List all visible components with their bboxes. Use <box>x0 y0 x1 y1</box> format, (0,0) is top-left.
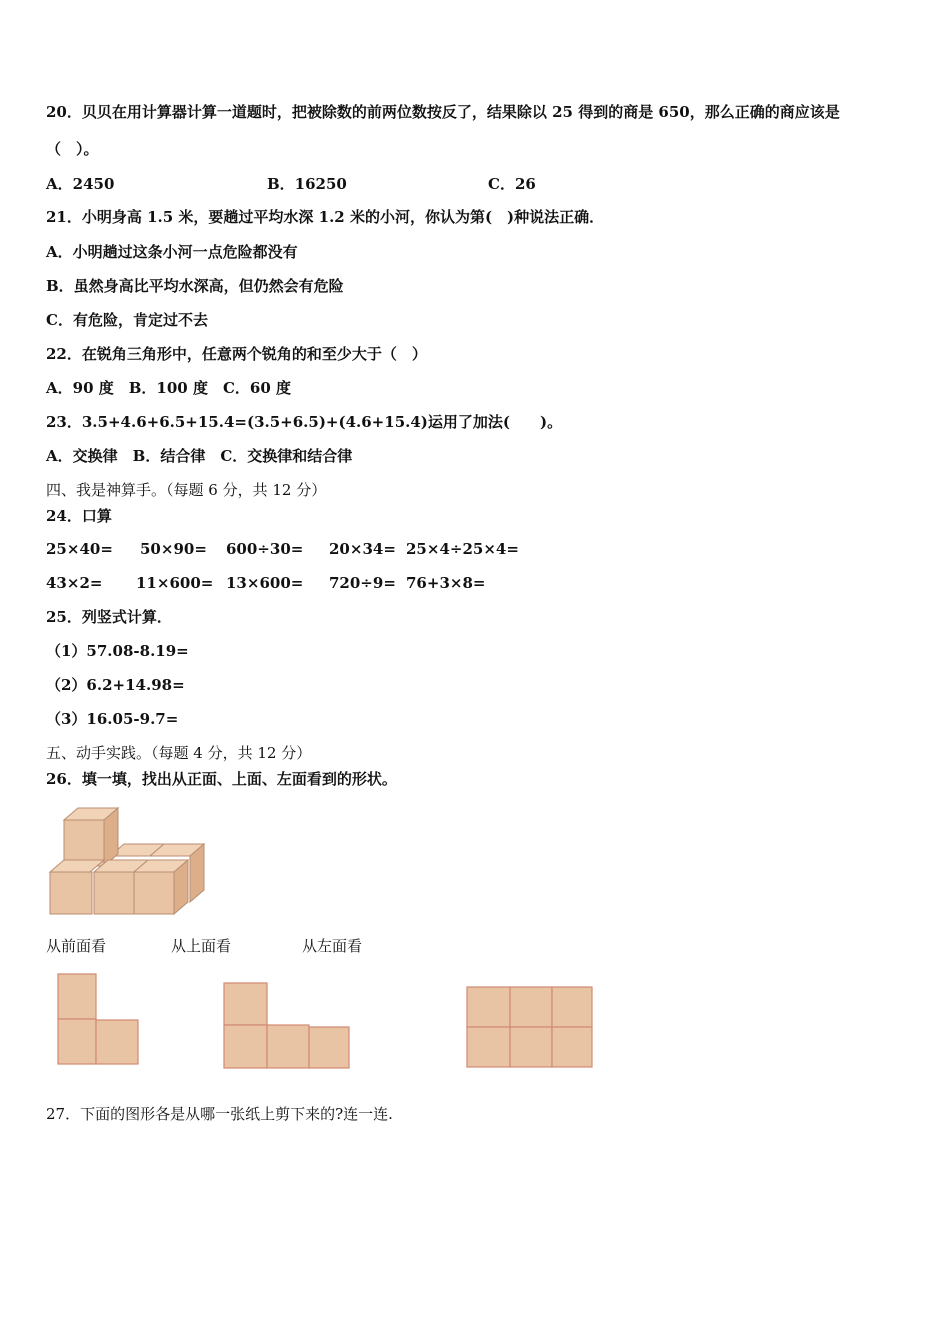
q24-r1-c3: 600÷30= <box>226 540 304 558</box>
cube-front <box>64 820 104 866</box>
view-label-left: 从左面看 <box>302 937 363 955</box>
q23-options: A．交换律 B．结合律 C．交换律和结合律 <box>46 447 353 465</box>
top-view-shape <box>222 981 352 1071</box>
q25-item-2: （2）6.2+14.98= <box>46 676 185 694</box>
q26-title: 26．填一填，找出从正面、上面、左面看到的形状。 <box>46 770 397 788</box>
q21-option-a: A．小明趟过这条小河一点危险都没有 <box>46 243 298 261</box>
q20-text: 20．贝贝在用计算器计算一道题时，把被除数的前两位数按反了，结果除以 25 得到的商是 650，那么正确的商应该是 <box>46 103 840 121</box>
q24-r1-c5: 25×4÷25×4= <box>406 540 519 558</box>
view-square <box>309 1027 349 1068</box>
q22-text: 22．在锐角三角形中，任意两个锐角的和至少大于（ ） <box>46 345 427 363</box>
q24-r1-c2: 50×90= <box>140 540 207 558</box>
section4-title: 四、我是神算手。（每题 6 分，共 12 分） <box>46 481 327 499</box>
view-square <box>58 1019 96 1064</box>
q21-option-b: B．虽然身高比平均水深高，但仍然会有危险 <box>46 277 344 295</box>
q23-text: 23．3.5+4.6+6.5+15.4=(3.5+6.5)+(4.6+15.4)运用了加法( )。 <box>46 413 563 431</box>
q24-r1-c1: 25×40= <box>46 540 113 558</box>
view-square <box>58 974 96 1019</box>
cube-front <box>94 872 134 914</box>
q21-text: 21．小明身高 1.5 米，要趟过平均水深 1.2 米的小河，你认为第( )种说法正确． <box>46 208 605 226</box>
left-view-shape <box>465 985 597 1071</box>
q21-option-c: C．有危险，肯定过不去 <box>46 311 208 329</box>
q24-r1-c4: 20×34= <box>329 540 396 558</box>
view-square <box>224 1025 267 1068</box>
view-square <box>96 1020 138 1064</box>
front-view-shape <box>56 972 142 1068</box>
q24-r2-c3: 13×600= <box>226 574 304 592</box>
q24-r2-c2: 11×600= <box>136 574 214 592</box>
cube-front <box>50 872 92 914</box>
cube-stack-figure <box>46 800 211 918</box>
q24-r2-c1: 43×2= <box>46 574 103 592</box>
view-square <box>510 1027 552 1067</box>
q24-r2-c5: 76+3×8= <box>406 574 486 592</box>
section5-title: 五、动手实践。（每题 4 分，共 12 分） <box>46 744 312 762</box>
q20-paren: （ ）。 <box>46 140 99 158</box>
q25-item-1: （1）57.08-8.19= <box>46 642 189 660</box>
q27-title: 27．下面的图形各是从哪一张纸上剪下来的?连一连. <box>46 1105 393 1123</box>
q25-item-3: （3）16.05-9.7= <box>46 710 179 728</box>
view-square <box>467 987 510 1027</box>
view-label-front: 从前面看 <box>46 937 107 955</box>
view-square <box>267 1025 309 1068</box>
q20-option-a: A．2450 <box>46 175 115 193</box>
view-square <box>510 987 552 1027</box>
q25-title: 25．列竖式计算． <box>46 608 172 626</box>
view-label-top: 从上面看 <box>171 937 232 955</box>
q24-r2-c4: 720÷9= <box>329 574 396 592</box>
cube-front <box>134 872 174 914</box>
view-square <box>552 1027 592 1067</box>
view-square <box>552 987 592 1027</box>
q20-option-c: C．26 <box>488 175 536 193</box>
view-square <box>467 1027 510 1067</box>
view-square <box>224 983 267 1025</box>
q24-title: 24．口算 <box>46 507 112 525</box>
q22-options: A．90 度 B．100 度 C．60 度 <box>46 379 291 397</box>
q20-option-b: B．16250 <box>267 175 347 193</box>
